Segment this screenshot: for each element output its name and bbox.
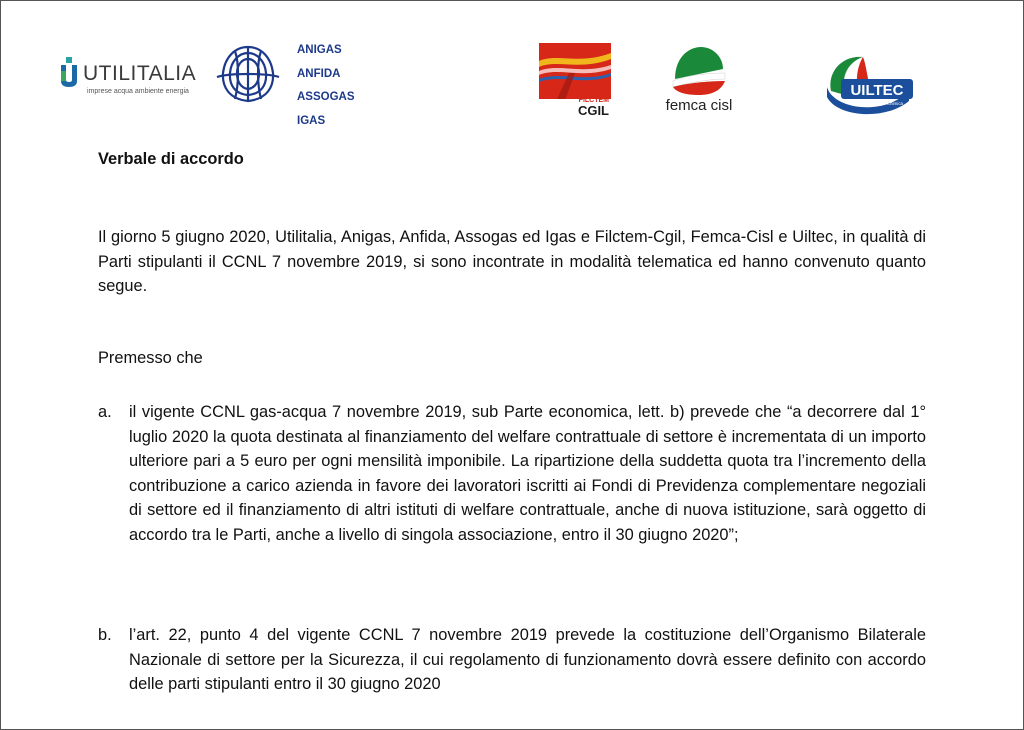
org-anigas: ANIGAS [297, 44, 342, 56]
employer-associations-list [297, 39, 355, 133]
utilitalia-mark-icon [59, 57, 79, 89]
femca-cisl-logo [657, 43, 741, 118]
confindustria-eagle-logo [215, 43, 281, 105]
cgil-label: CGIL [577, 103, 609, 117]
filctem-cgil-logo [539, 43, 611, 117]
org-anfida: ANFIDA [297, 67, 341, 80]
femca-cisl-name: femca cisl [665, 97, 733, 114]
list-item [98, 623, 926, 697]
premesso-heading: Premesso che [98, 349, 203, 367]
utilitalia-name: UTILITALIA [83, 62, 197, 85]
eagle-emblem-icon [215, 43, 281, 105]
intro-paragraph: Il giorno 5 giugno 2020, Utilitalia, Anigas, Anfida, Assogas ed Igas e Filctem-Cgil, Femca-Cisl e Uiltec, in qualità di Parti stipulanti il CCNL 7 novembre 2019, si sono incontrate in modalità telematica ed hanno convenuto quanto segue. [98, 228, 926, 295]
uiltec-logo [823, 51, 915, 117]
femca-flag-icon [657, 43, 741, 97]
uiltec-tagline: Tessile Energia Chimica [854, 101, 904, 106]
uiltec-name: UILTEC [850, 82, 904, 99]
list-marker: b. [98, 626, 112, 644]
uiltec-badge-icon [823, 51, 915, 117]
utilitalia-tagline: imprese acqua ambiente energia [87, 88, 189, 95]
org-igas: IGAS [297, 114, 326, 127]
filctem-flag-icon [539, 43, 611, 117]
filctem-label: FILCTEM [578, 97, 609, 104]
list-marker: a. [98, 403, 112, 421]
list-item-text: il vigente CCNL gas-acqua 7 novembre 2019, sub Parte economica, lett. b) prevede che “a decorrere dal 1° luglio 2020 la quota destinata al finanziamento del welfare contrattuale di settore è incrementata di un importo ulteriore pari a 5 euro per ogni mensilità imponibile. La ripartizione della suddetta quota tra l’incremento della contribuzione a carico azienda in favore dei lavoratori iscritti ai Fondi di Previdenza complementare negoziali di settore ed il finanziamento di altri istituti di welfare contrattuale, anche di nuova istituzione, sarà oggetto di accordo tra le Parti, anche a livello di singola associazione, entro il 30 giugno 2020”; [129, 403, 926, 544]
logo-header [1, 1, 1023, 141]
utilitalia-logo [59, 53, 197, 103]
document-title: Verbale di accordo [98, 150, 244, 168]
list-item [98, 400, 926, 547]
list-item-text: l’art. 22, punto 4 del vigente CCNL 7 novembre 2019 prevede la costituzione dell’Organismo Bilaterale Nazionale di settore per la Sicurezza, il cui regolamento di funzionamento dovrà essere definito con accordo delle parti stipulanti entro il 30 giugno 2020 [129, 626, 926, 693]
org-assogas: ASSOGAS [297, 91, 355, 103]
